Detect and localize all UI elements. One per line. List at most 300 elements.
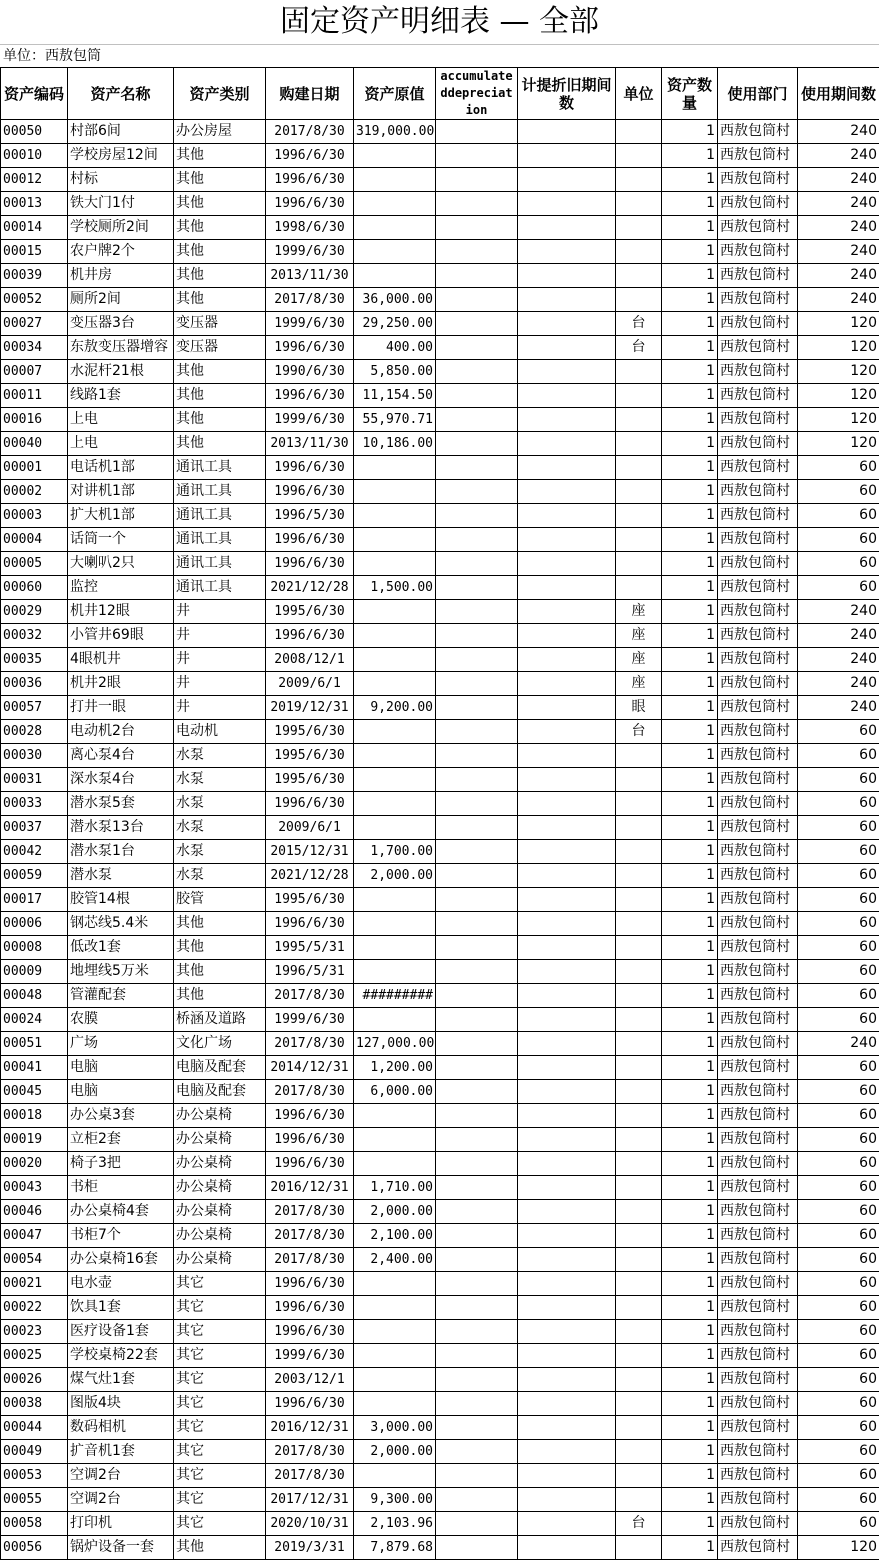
cell-useful-life[interactable]: 60 (798, 1056, 879, 1080)
cell-depreciation-periods[interactable] (518, 720, 616, 744)
cell-depreciation-periods[interactable] (518, 1224, 616, 1248)
cell-category[interactable]: 其它 (174, 1512, 266, 1536)
cell-unit[interactable]: 眼 (616, 696, 662, 720)
col-header-depreciation-periods[interactable]: 计提折旧期间数 (518, 68, 616, 120)
cell-accumulated-depreciation[interactable] (436, 528, 518, 552)
cell-date[interactable]: 2017/8/30 (266, 1032, 354, 1056)
cell-depreciation-periods[interactable] (518, 744, 616, 768)
cell-original-value[interactable]: 36,000.00 (354, 288, 436, 312)
cell-name[interactable]: 电水壶 (68, 1272, 174, 1296)
cell-depreciation-periods[interactable] (518, 1392, 616, 1416)
cell-useful-life[interactable]: 60 (798, 1224, 879, 1248)
cell-original-value[interactable] (354, 1008, 436, 1032)
cell-code[interactable]: 00052 (1, 288, 68, 312)
cell-code[interactable]: 00003 (1, 504, 68, 528)
cell-department[interactable]: 西敖包筒村 (718, 1296, 798, 1320)
cell-unit[interactable] (616, 168, 662, 192)
cell-unit[interactable] (616, 1152, 662, 1176)
cell-original-value[interactable]: 319,000.00 (354, 120, 436, 144)
cell-useful-life[interactable]: 240 (798, 288, 879, 312)
cell-unit[interactable] (616, 792, 662, 816)
cell-department[interactable]: 西敖包筒村 (718, 1320, 798, 1344)
cell-useful-life[interactable]: 60 (798, 1512, 879, 1536)
cell-useful-life[interactable]: 240 (798, 624, 879, 648)
cell-date[interactable]: 2014/12/31 (266, 1056, 354, 1080)
cell-code[interactable]: 00055 (1, 1488, 68, 1512)
cell-useful-life[interactable]: 120 (798, 408, 879, 432)
cell-quantity[interactable]: 1 (662, 1080, 718, 1104)
cell-department[interactable]: 西敖包筒村 (718, 744, 798, 768)
cell-quantity[interactable]: 1 (662, 1272, 718, 1296)
cell-code[interactable]: 00027 (1, 312, 68, 336)
cell-useful-life[interactable]: 60 (798, 1176, 879, 1200)
cell-accumulated-depreciation[interactable] (436, 1080, 518, 1104)
cell-name[interactable]: 锅炉设备一套 (68, 1536, 174, 1560)
cell-code[interactable]: 00012 (1, 168, 68, 192)
cell-original-value[interactable] (354, 960, 436, 984)
cell-name[interactable]: 上电 (68, 432, 174, 456)
cell-depreciation-periods[interactable] (518, 912, 616, 936)
cell-date[interactable]: 1996/6/30 (266, 528, 354, 552)
cell-code[interactable]: 00048 (1, 984, 68, 1008)
cell-unit[interactable] (616, 768, 662, 792)
col-header-date[interactable]: 购建日期 (266, 68, 354, 120)
cell-useful-life[interactable]: 60 (798, 528, 879, 552)
cell-depreciation-periods[interactable] (518, 1440, 616, 1464)
cell-category[interactable]: 桥涵及道路 (174, 1008, 266, 1032)
cell-code[interactable]: 00040 (1, 432, 68, 456)
cell-date[interactable]: 2017/8/30 (266, 1248, 354, 1272)
cell-useful-life[interactable]: 60 (798, 1320, 879, 1344)
cell-accumulated-depreciation[interactable] (436, 1056, 518, 1080)
cell-department[interactable]: 西敖包筒村 (718, 792, 798, 816)
cell-department[interactable]: 西敖包筒村 (718, 408, 798, 432)
cell-quantity[interactable]: 1 (662, 264, 718, 288)
cell-unit[interactable] (616, 432, 662, 456)
cell-date[interactable]: 2013/11/30 (266, 432, 354, 456)
cell-useful-life[interactable]: 60 (798, 1080, 879, 1104)
cell-code[interactable]: 00032 (1, 624, 68, 648)
cell-department[interactable]: 西敖包筒村 (718, 600, 798, 624)
cell-quantity[interactable]: 1 (662, 1368, 718, 1392)
cell-depreciation-periods[interactable] (518, 1008, 616, 1032)
cell-unit[interactable] (616, 960, 662, 984)
cell-unit[interactable] (616, 1200, 662, 1224)
cell-department[interactable]: 西敖包筒村 (718, 1416, 798, 1440)
cell-date[interactable]: 1995/6/30 (266, 600, 354, 624)
cell-quantity[interactable]: 1 (662, 1512, 718, 1536)
cell-depreciation-periods[interactable] (518, 168, 616, 192)
cell-useful-life[interactable]: 60 (798, 816, 879, 840)
cell-useful-life[interactable]: 60 (798, 1128, 879, 1152)
cell-date[interactable]: 1996/6/30 (266, 912, 354, 936)
cell-accumulated-depreciation[interactable] (436, 552, 518, 576)
cell-quantity[interactable]: 1 (662, 288, 718, 312)
cell-accumulated-depreciation[interactable] (436, 1440, 518, 1464)
cell-department[interactable]: 西敖包筒村 (718, 864, 798, 888)
cell-name[interactable]: 学校桌椅22套 (68, 1344, 174, 1368)
cell-name[interactable]: 电脑 (68, 1080, 174, 1104)
col-header-accumulated-depreciation[interactable]: accumulateddepreciation (436, 68, 518, 120)
cell-name[interactable]: 话筒一个 (68, 528, 174, 552)
cell-accumulated-depreciation[interactable] (436, 240, 518, 264)
cell-code[interactable]: 00053 (1, 1464, 68, 1488)
cell-quantity[interactable]: 1 (662, 456, 718, 480)
cell-department[interactable]: 西敖包筒村 (718, 840, 798, 864)
cell-quantity[interactable]: 1 (662, 240, 718, 264)
cell-category[interactable]: 通讯工具 (174, 552, 266, 576)
cell-original-value[interactable] (354, 1464, 436, 1488)
cell-original-value[interactable] (354, 912, 436, 936)
cell-quantity[interactable]: 1 (662, 384, 718, 408)
cell-code[interactable]: 00008 (1, 936, 68, 960)
cell-useful-life[interactable]: 240 (798, 648, 879, 672)
cell-department[interactable]: 西敖包筒村 (718, 888, 798, 912)
cell-department[interactable]: 西敖包筒村 (718, 576, 798, 600)
cell-useful-life[interactable]: 60 (798, 768, 879, 792)
col-header-useful-life[interactable]: 使用期间数 (798, 68, 879, 120)
cell-code[interactable]: 00046 (1, 1200, 68, 1224)
cell-depreciation-periods[interactable] (518, 120, 616, 144)
cell-useful-life[interactable]: 120 (798, 432, 879, 456)
cell-code[interactable]: 00049 (1, 1440, 68, 1464)
cell-name[interactable]: 书柜7个 (68, 1224, 174, 1248)
cell-depreciation-periods[interactable] (518, 1320, 616, 1344)
cell-useful-life[interactable]: 60 (798, 912, 879, 936)
cell-quantity[interactable]: 1 (662, 528, 718, 552)
cell-date[interactable]: 1996/5/31 (266, 960, 354, 984)
cell-department[interactable]: 西敖包筒村 (718, 1512, 798, 1536)
cell-original-value[interactable] (354, 792, 436, 816)
cell-unit[interactable] (616, 912, 662, 936)
cell-date[interactable]: 1996/6/30 (266, 192, 354, 216)
cell-date[interactable]: 2019/12/31 (266, 696, 354, 720)
cell-category[interactable]: 其它 (174, 1320, 266, 1344)
cell-date[interactable]: 1996/6/30 (266, 456, 354, 480)
cell-name[interactable]: 低改1套 (68, 936, 174, 960)
cell-quantity[interactable]: 1 (662, 408, 718, 432)
cell-date[interactable]: 2008/12/1 (266, 648, 354, 672)
cell-unit[interactable]: 台 (616, 336, 662, 360)
cell-useful-life[interactable]: 240 (798, 1032, 879, 1056)
cell-code[interactable]: 00059 (1, 864, 68, 888)
cell-code[interactable]: 00054 (1, 1248, 68, 1272)
cell-useful-life[interactable]: 60 (798, 1344, 879, 1368)
cell-category[interactable]: 变压器 (174, 336, 266, 360)
cell-department[interactable]: 西敖包筒村 (718, 672, 798, 696)
cell-code[interactable]: 00019 (1, 1128, 68, 1152)
cell-depreciation-periods[interactable] (518, 408, 616, 432)
cell-depreciation-periods[interactable] (518, 1104, 616, 1128)
cell-depreciation-periods[interactable] (518, 1296, 616, 1320)
cell-useful-life[interactable]: 60 (798, 888, 879, 912)
cell-category[interactable]: 其他 (174, 408, 266, 432)
cell-name[interactable]: 4眼机井 (68, 648, 174, 672)
cell-original-value[interactable]: 6,000.00 (354, 1080, 436, 1104)
cell-useful-life[interactable]: 60 (798, 864, 879, 888)
cell-category[interactable]: 通讯工具 (174, 480, 266, 504)
cell-quantity[interactable]: 1 (662, 432, 718, 456)
cell-name[interactable]: 机井2眼 (68, 672, 174, 696)
cell-date[interactable]: 2013/11/30 (266, 264, 354, 288)
cell-quantity[interactable]: 1 (662, 552, 718, 576)
cell-category[interactable]: 其它 (174, 1416, 266, 1440)
cell-name[interactable]: 打印机 (68, 1512, 174, 1536)
col-header-name[interactable]: 资产名称 (68, 68, 174, 120)
cell-code[interactable]: 00031 (1, 768, 68, 792)
cell-code[interactable]: 00016 (1, 408, 68, 432)
cell-date[interactable]: 2009/6/1 (266, 672, 354, 696)
cell-unit[interactable] (616, 1416, 662, 1440)
cell-unit[interactable] (616, 240, 662, 264)
cell-name[interactable]: 办公桌椅16套 (68, 1248, 174, 1272)
cell-accumulated-depreciation[interactable] (436, 456, 518, 480)
cell-unit[interactable] (616, 264, 662, 288)
cell-depreciation-periods[interactable] (518, 264, 616, 288)
cell-department[interactable]: 西敖包筒村 (718, 1440, 798, 1464)
cell-code[interactable]: 00044 (1, 1416, 68, 1440)
cell-useful-life[interactable]: 60 (798, 576, 879, 600)
cell-category[interactable]: 办公桌椅 (174, 1200, 266, 1224)
cell-original-value[interactable]: 1,710.00 (354, 1176, 436, 1200)
cell-quantity[interactable]: 1 (662, 840, 718, 864)
cell-department[interactable]: 西敖包筒村 (718, 816, 798, 840)
cell-category[interactable]: 其它 (174, 1344, 266, 1368)
cell-unit[interactable] (616, 1368, 662, 1392)
cell-department[interactable]: 西敖包筒村 (718, 240, 798, 264)
cell-unit[interactable] (616, 1440, 662, 1464)
cell-quantity[interactable]: 1 (662, 336, 718, 360)
cell-name[interactable]: 扩音机1套 (68, 1440, 174, 1464)
cell-date[interactable]: 2009/6/1 (266, 816, 354, 840)
cell-original-value[interactable] (354, 552, 436, 576)
cell-quantity[interactable]: 1 (662, 216, 718, 240)
cell-unit[interactable] (616, 1320, 662, 1344)
cell-depreciation-periods[interactable] (518, 1056, 616, 1080)
cell-date[interactable]: 1995/5/31 (266, 936, 354, 960)
cell-useful-life[interactable]: 240 (798, 696, 879, 720)
cell-original-value[interactable]: 127,000.00 (354, 1032, 436, 1056)
cell-quantity[interactable]: 1 (662, 720, 718, 744)
cell-accumulated-depreciation[interactable] (436, 216, 518, 240)
cell-useful-life[interactable]: 60 (798, 1248, 879, 1272)
cell-category[interactable]: 办公桌椅 (174, 1176, 266, 1200)
cell-department[interactable]: 西敖包筒村 (718, 1104, 798, 1128)
cell-unit[interactable]: 台 (616, 720, 662, 744)
cell-category[interactable]: 井 (174, 696, 266, 720)
cell-category[interactable]: 其他 (174, 216, 266, 240)
cell-date[interactable]: 2017/8/30 (266, 1200, 354, 1224)
cell-category[interactable]: 水泵 (174, 744, 266, 768)
cell-category[interactable]: 其他 (174, 432, 266, 456)
cell-date[interactable]: 1999/6/30 (266, 1344, 354, 1368)
cell-code[interactable]: 00050 (1, 120, 68, 144)
cell-name[interactable]: 书柜 (68, 1176, 174, 1200)
cell-depreciation-periods[interactable] (518, 1464, 616, 1488)
cell-depreciation-periods[interactable] (518, 1248, 616, 1272)
cell-category[interactable]: 办公房屋 (174, 120, 266, 144)
cell-name[interactable]: 电动机2台 (68, 720, 174, 744)
cell-name[interactable]: 学校厕所2间 (68, 216, 174, 240)
cell-name[interactable]: 饮具1套 (68, 1296, 174, 1320)
cell-name[interactable]: 图版4块 (68, 1392, 174, 1416)
cell-useful-life[interactable]: 60 (798, 1368, 879, 1392)
cell-original-value[interactable] (354, 1296, 436, 1320)
cell-depreciation-periods[interactable] (518, 384, 616, 408)
cell-department[interactable]: 西敖包筒村 (718, 168, 798, 192)
cell-accumulated-depreciation[interactable] (436, 576, 518, 600)
cell-code[interactable]: 00018 (1, 1104, 68, 1128)
cell-accumulated-depreciation[interactable] (436, 192, 518, 216)
cell-useful-life[interactable]: 60 (798, 1008, 879, 1032)
cell-original-value[interactable]: 29,250.00 (354, 312, 436, 336)
cell-code[interactable]: 00038 (1, 1392, 68, 1416)
cell-date[interactable]: 2003/12/1 (266, 1368, 354, 1392)
cell-date[interactable]: 1999/6/30 (266, 312, 354, 336)
cell-unit[interactable] (616, 888, 662, 912)
cell-unit[interactable] (616, 1128, 662, 1152)
cell-original-value[interactable] (354, 1272, 436, 1296)
cell-code[interactable]: 00006 (1, 912, 68, 936)
cell-quantity[interactable]: 1 (662, 1440, 718, 1464)
cell-date[interactable]: 1995/6/30 (266, 768, 354, 792)
cell-unit[interactable] (616, 984, 662, 1008)
cell-code[interactable]: 00045 (1, 1080, 68, 1104)
cell-quantity[interactable]: 1 (662, 120, 718, 144)
cell-date[interactable]: 2015/12/31 (266, 840, 354, 864)
cell-depreciation-periods[interactable] (518, 528, 616, 552)
cell-quantity[interactable]: 1 (662, 1392, 718, 1416)
cell-department[interactable]: 西敖包筒村 (718, 336, 798, 360)
cell-unit[interactable] (616, 744, 662, 768)
cell-unit[interactable] (616, 1344, 662, 1368)
cell-accumulated-depreciation[interactable] (436, 768, 518, 792)
cell-unit[interactable]: 座 (616, 624, 662, 648)
cell-name[interactable]: 厕所2间 (68, 288, 174, 312)
cell-department[interactable]: 西敖包筒村 (718, 648, 798, 672)
cell-category[interactable]: 水泵 (174, 816, 266, 840)
cell-accumulated-depreciation[interactable] (436, 1128, 518, 1152)
cell-category[interactable]: 井 (174, 600, 266, 624)
cell-unit[interactable] (616, 1008, 662, 1032)
cell-useful-life[interactable]: 240 (798, 600, 879, 624)
cell-unit[interactable] (616, 408, 662, 432)
cell-quantity[interactable]: 1 (662, 144, 718, 168)
cell-date[interactable]: 1996/6/30 (266, 552, 354, 576)
cell-name[interactable]: 打井一眼 (68, 696, 174, 720)
cell-name[interactable]: 村标 (68, 168, 174, 192)
cell-quantity[interactable]: 1 (662, 864, 718, 888)
cell-category[interactable]: 办公桌椅 (174, 1224, 266, 1248)
cell-date[interactable]: 2017/8/30 (266, 1224, 354, 1248)
cell-department[interactable]: 西敖包筒村 (718, 480, 798, 504)
cell-code[interactable]: 00005 (1, 552, 68, 576)
cell-accumulated-depreciation[interactable] (436, 384, 518, 408)
cell-code[interactable]: 00013 (1, 192, 68, 216)
cell-accumulated-depreciation[interactable] (436, 648, 518, 672)
cell-original-value[interactable] (354, 456, 436, 480)
cell-name[interactable]: 变压器3台 (68, 312, 174, 336)
cell-original-value[interactable]: 2,400.00 (354, 1248, 436, 1272)
cell-accumulated-depreciation[interactable] (436, 1344, 518, 1368)
cell-category[interactable]: 其他 (174, 984, 266, 1008)
cell-category[interactable]: 其他 (174, 144, 266, 168)
cell-code[interactable]: 00029 (1, 600, 68, 624)
cell-date[interactable]: 2017/12/31 (266, 1488, 354, 1512)
cell-code[interactable]: 00021 (1, 1272, 68, 1296)
cell-date[interactable]: 2020/10/31 (266, 1512, 354, 1536)
cell-depreciation-periods[interactable] (518, 552, 616, 576)
cell-name[interactable]: 水泥杆21根 (68, 360, 174, 384)
cell-useful-life[interactable]: 240 (798, 264, 879, 288)
cell-category[interactable]: 文化广场 (174, 1032, 266, 1056)
cell-code[interactable]: 00060 (1, 576, 68, 600)
cell-original-value[interactable] (354, 1104, 436, 1128)
cell-code[interactable]: 00028 (1, 720, 68, 744)
cell-quantity[interactable]: 1 (662, 1536, 718, 1560)
cell-name[interactable]: 胶管14根 (68, 888, 174, 912)
cell-depreciation-periods[interactable] (518, 816, 616, 840)
cell-department[interactable]: 西敖包筒村 (718, 384, 798, 408)
cell-accumulated-depreciation[interactable] (436, 720, 518, 744)
cell-name[interactable]: 机井房 (68, 264, 174, 288)
cell-accumulated-depreciation[interactable] (436, 744, 518, 768)
cell-unit[interactable] (616, 1056, 662, 1080)
cell-category[interactable]: 通讯工具 (174, 528, 266, 552)
cell-accumulated-depreciation[interactable] (436, 1392, 518, 1416)
cell-accumulated-depreciation[interactable] (436, 1368, 518, 1392)
cell-unit[interactable]: 座 (616, 672, 662, 696)
cell-unit[interactable] (616, 1032, 662, 1056)
cell-unit[interactable] (616, 1176, 662, 1200)
cell-department[interactable]: 西敖包筒村 (718, 144, 798, 168)
cell-depreciation-periods[interactable] (518, 312, 616, 336)
cell-quantity[interactable]: 1 (662, 1200, 718, 1224)
cell-depreciation-periods[interactable] (518, 696, 616, 720)
cell-code[interactable]: 00024 (1, 1008, 68, 1032)
cell-department[interactable]: 西敖包筒村 (718, 552, 798, 576)
cell-depreciation-periods[interactable] (518, 1080, 616, 1104)
cell-original-value[interactable] (354, 936, 436, 960)
cell-category[interactable]: 通讯工具 (174, 456, 266, 480)
cell-category[interactable]: 办公桌椅 (174, 1248, 266, 1272)
cell-date[interactable]: 1996/6/30 (266, 1128, 354, 1152)
cell-quantity[interactable]: 1 (662, 792, 718, 816)
cell-quantity[interactable]: 1 (662, 360, 718, 384)
cell-original-value[interactable]: 2,000.00 (354, 1200, 436, 1224)
cell-depreciation-periods[interactable] (518, 624, 616, 648)
cell-unit[interactable]: 座 (616, 648, 662, 672)
cell-category[interactable]: 其他 (174, 264, 266, 288)
cell-name[interactable]: 东敖变压器增容 (68, 336, 174, 360)
cell-quantity[interactable]: 1 (662, 912, 718, 936)
cell-accumulated-depreciation[interactable] (436, 840, 518, 864)
cell-date[interactable]: 2021/12/28 (266, 576, 354, 600)
cell-name[interactable]: 铁大门1付 (68, 192, 174, 216)
cell-category[interactable]: 井 (174, 672, 266, 696)
cell-original-value[interactable]: 10,186.00 (354, 432, 436, 456)
cell-accumulated-depreciation[interactable] (436, 984, 518, 1008)
cell-name[interactable]: 空调2台 (68, 1488, 174, 1512)
cell-category[interactable]: 通讯工具 (174, 504, 266, 528)
cell-original-value[interactable]: 1,500.00 (354, 576, 436, 600)
cell-code[interactable]: 00033 (1, 792, 68, 816)
cell-accumulated-depreciation[interactable] (436, 600, 518, 624)
cell-original-value[interactable]: ######### (354, 984, 436, 1008)
cell-useful-life[interactable]: 60 (798, 1152, 879, 1176)
cell-department[interactable]: 西敖包筒村 (718, 912, 798, 936)
cell-category[interactable]: 通讯工具 (174, 576, 266, 600)
